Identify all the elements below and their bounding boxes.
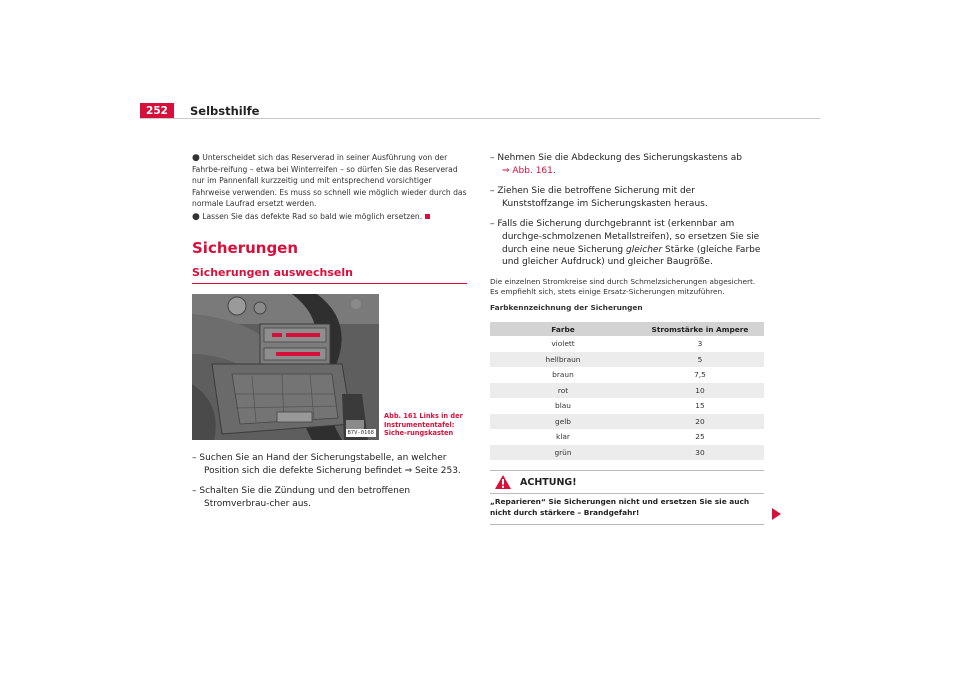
cell-ampere: 20	[636, 414, 764, 430]
cell-ampere: 15	[695, 401, 705, 411]
cell-farbe: rot	[490, 383, 636, 399]
cell-farbe: violett	[551, 339, 575, 349]
figure-block	[192, 294, 467, 442]
table-row	[490, 398, 764, 414]
step-text: – Nehmen Sie die Abdeckung des Sicherungskastens ab	[490, 153, 742, 163]
page-number: 252	[140, 103, 174, 119]
table-row	[490, 336, 764, 352]
table-row	[490, 445, 764, 461]
bullet-dot-icon: ●	[192, 153, 200, 163]
bullet-defektes-rad	[192, 211, 467, 223]
cell-ampere: 10	[636, 383, 764, 399]
warning-text: „Reparieren“ Sie Sicherungen nicht und ersetzen Sie sie auch nicht durch stärkere – Brandgefahr!	[490, 493, 764, 518]
table-title: Farbkennzeichnung der Sicherungen	[490, 303, 643, 313]
step-herausziehen: – Ziehen Sie die betroffene Sicherung mit der Kunststoffzange im Sicherungskasten heraus.	[490, 186, 708, 209]
warning-header	[490, 471, 764, 493]
fuse-box-photo	[192, 294, 379, 440]
cell-ampere: 30	[636, 445, 764, 461]
bullet-dot-icon: ●	[192, 212, 200, 223]
cell-farbe: blau	[555, 401, 571, 411]
bullet-text: Lassen Sie das defekte Rad so bald wie möglich ersetzen.	[202, 212, 423, 222]
cell-farbe: gelb	[490, 414, 636, 430]
cell-ampere: 3	[697, 339, 703, 349]
warning-title: ACHTUNG!	[520, 476, 577, 488]
header-rule	[140, 118, 820, 119]
cell-farbe: braun	[552, 370, 574, 380]
fuse-color-table	[490, 322, 764, 460]
cell-farbe: klar	[556, 432, 570, 442]
fuse-box-illustration	[192, 294, 379, 440]
cell-ampere: 5	[636, 352, 764, 368]
step-ausschalten: – Schalten Sie die Zündung und den betroffenen Stromverbrau-cher aus.	[192, 486, 411, 509]
table-row	[490, 429, 764, 445]
bullet-reserverad	[192, 152, 467, 209]
cell-farbe: grün	[490, 445, 636, 461]
table-row	[490, 352, 764, 368]
step-emphasis: gleicher	[626, 244, 663, 255]
step-text-end: .	[552, 165, 556, 176]
cell-farbe: hellbraun	[490, 352, 636, 368]
left-column	[192, 152, 467, 519]
warning-box	[490, 470, 764, 525]
table-header-row	[490, 322, 764, 336]
cell-ampere: 25	[695, 432, 705, 442]
section-title: Sicherungen	[192, 239, 299, 258]
cell-ampere: 7,5	[694, 370, 706, 380]
figure-caption: Abb. 161 Links in der Instrumententafel: Siche-rungskasten	[384, 412, 463, 438]
subsection-title: Sicherungen auswechseln	[192, 266, 467, 284]
warning-triangle-icon	[494, 474, 512, 490]
step-text-end: Stärke (gleiche Farbe und gleicher Aufdruck) und gleicher Baugröße.	[502, 244, 761, 268]
header-farbe: Farbe	[490, 322, 636, 336]
table-row	[490, 367, 764, 383]
bullet-text: Unterscheidet sich das Reserverad in seiner Ausführung von der Fahrbe-reifung – etwa bei Winterreifen – so dürfen Sie das Reserverad nur im Pannenfall kurzzeitig und mit entsprechend vorsichtiger Fahrweise verwenden. Es muss so schnell wie möglich wieder durch das normale Laufrad ersetzt werden.	[192, 153, 467, 208]
figure-code: B7V-0168	[347, 430, 374, 437]
running-title: Selbsthilfe	[190, 104, 260, 118]
header-stromstaerke: Stromstärke in Ampere	[636, 322, 764, 336]
table-row	[490, 414, 764, 430]
table-row	[490, 383, 764, 399]
step-ersetzen	[490, 218, 764, 268]
continue-arrow-icon	[772, 508, 781, 520]
step-suchen: – Suchen Sie an Hand der Sicherungstabelle, an welcher Position sich die defekte Sicherung befindet ⇒ Seite 253.	[192, 453, 461, 476]
section-end-icon	[425, 214, 430, 219]
intro-text: Die einzelnen Stromkreise sind durch Schmelzsicherungen abgesichert. Es empfiehlt sich, stets einige Ersatz-Sicherungen mitzuführen.	[490, 276, 756, 296]
figure-link[interactable]: ⇒ Abb. 161	[502, 165, 553, 176]
step-abdeckung	[490, 152, 764, 177]
right-column	[490, 152, 764, 525]
step-text: – Falls die Sicherung durchgebrannt ist (erkennbar am durchge-schmolzenen Metallstreifen), so ersetzen Sie sie durch eine neue Sicherung	[490, 219, 760, 255]
